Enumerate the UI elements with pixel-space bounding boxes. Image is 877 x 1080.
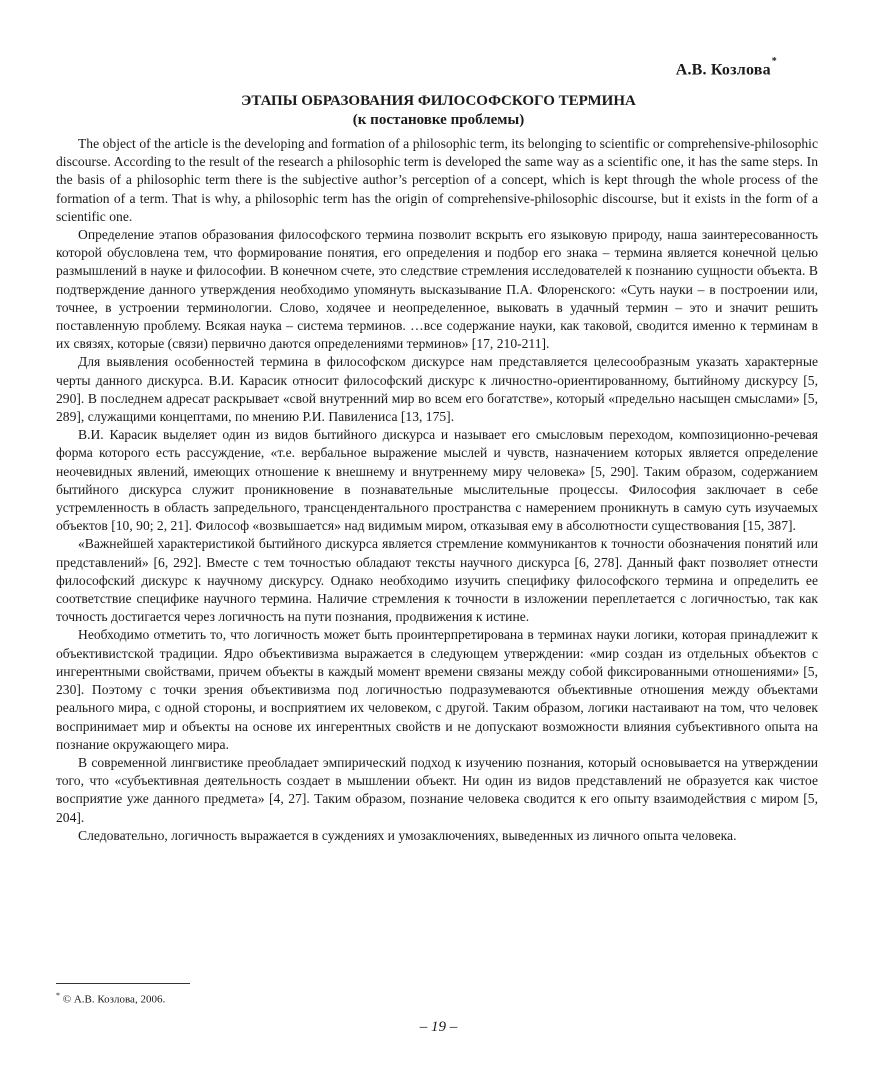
abstract-paragraph: The object of the article is the developing and formation of a philosophic term, its belonging to scientific or comprehensive-philosophic discourse. According to the result of the research a philosophic term is developed the same way as a scientific one, it has the same steps. In the basis of a philosophic term there is the subjective author’s perception of a concept, which is kept through the whole process of the formation of a term. That is why, a philosophic term has the origin of comprehensive-philosophic discourse, but it exists in the form of a scientific one. bbox=[56, 136, 818, 224]
footnote-divider bbox=[56, 983, 190, 984]
article-body bbox=[56, 135, 818, 845]
body-paragraph: В.И. Карасик выделяет один из видов бытийного дискурса и называет его смысловым переходом, композиционно-речевая форма которого есть рассуждение, «т.е. вербальное выражение мыслей и чувств, назначением которых является определение неочевидных явлений, имеющих отношение к внешнему и внутреннему миру человека» [5, 290]. Таким образом, содержанием бытийного дискурса служит проникновение в познавательные мыслительные процессы. Философия заключает в себе устремленность в область запредельного, трансцендентального пространства с намерением проникнуть в самую суть изучаемых объектов [10, 90; 2, 21]. Философ «возвышается» над видимым миром, отказывая ему в абсолютности существования [15, 387]. bbox=[56, 427, 818, 534]
body-paragraph: Определение этапов образования философского термина позволит вскрыть его языковую природу, наша заинтересованность которой обусловлена тем, что формирование понятия, его определения и подбор его знака – термина является конечной целью размышлений в науке и философии. В конечном счете, это следствие стремления исследователей к познанию сущности объекта. В подтверждение данного утверждения необходимо упомянуть высказывание П.А. Флоренского: «Суть науки – в построении или, точнее, в устроении терминологии. Слово, ходячее и неопределенное, выковать в удачный термин – это и значит решить поставленную проблему. Всякая наука – система терминов. …все содержание науки, как таковой, сводится именно к терминам в их связях, которые (связи) первично даются определениями терминов» [17, 210-211]. bbox=[56, 227, 818, 352]
body-paragraph: Следовательно, логичность выражается в суждениях и умозаключениях, выведенных из личного опыта человека. bbox=[78, 827, 737, 843]
page-number: – 19 – bbox=[419, 1019, 458, 1035]
article-title bbox=[0, 92, 877, 130]
author-name-text: А.В. Козлова bbox=[675, 61, 771, 79]
body-paragraph: Для выявления особенностей термина в философском дискурсе нам представляется целесообразным указать характерные черты данного дискурса. В.И. Карасик относит философский дискурс к личностно-ориентированному, бытийному дискурсу [5, 290]. В последнем адресат раскрывает «свой внутренний мир во всем его богатстве», который «предельно насыщен смыслами» [5, 289], служащими концептами, по мнению Р.И. Павилениса [13, 175]. bbox=[56, 354, 818, 425]
body-paragraph: «Важнейшей характеристикой бытийного дискурса является стремление коммуникантов к точности обозначения понятий или представлений» [6, 292]. Вместе с тем точностью обладают тексты научного дискурса [6, 278]. Данный факт позволяет отнести философский дискурс к научному дискурсу. Однако необходимо изучить специфику философского термина и определить ее соответствие специфике научного термина. Наличие стремления к точности в изложении переплетается с логичностью, так как точность достигается через логичность на пути познания, продвижения к истине. bbox=[56, 536, 818, 625]
title-subtitle: (к постановке проблемы) bbox=[352, 112, 525, 128]
footnote bbox=[56, 991, 165, 1006]
footnote-text: © А.В. Козлова, 2006. bbox=[60, 993, 166, 1006]
body-paragraph: В современной лингвистике преобладает эмпирический подход к изучению познания, который основывается на утверждении того, что «субъективная деятельность создает в мышлении объект. Ни один из видов представлений не образуется как чистое восприятие уже данного предмета» [4, 27]. Таким образом, познание человека сводится к его опыту взаимодействия с миром [5, 204]. bbox=[56, 754, 818, 825]
author-name bbox=[675, 56, 777, 79]
author-footnote-mark: * bbox=[771, 56, 777, 67]
title-main: ЭТАПЫ ОБРАЗОВАНИЯ ФИЛОСОФСКОГО ТЕРМИНА bbox=[241, 93, 636, 109]
body-paragraph: Необходимо отметить то, что логичность может быть проинтерпретирована в терминах науки логики, которая принадлежит к объективистской традиции. Ядро объективизма выражается в следующем утверждении: «мир создан из отдельных объектов с ингерентными свойствами, причем объекты в каждый момент времени связаны между собой фиксированными отношениями» [5, 230]. Поэтому с точки зрения объективизма под логичностью подразумеваются объективные отношения между объектами реального мира, с одной стороны, и восприятием их человеком, с другой. Таким образом, логики настаивают на том, что человек воспринимает мир и объекты на основе их ингерентных свойств и не допускают возможности влияния субъективного опыта на познание окружающего мира. bbox=[56, 627, 818, 752]
footnote-mark: * bbox=[56, 991, 60, 1000]
